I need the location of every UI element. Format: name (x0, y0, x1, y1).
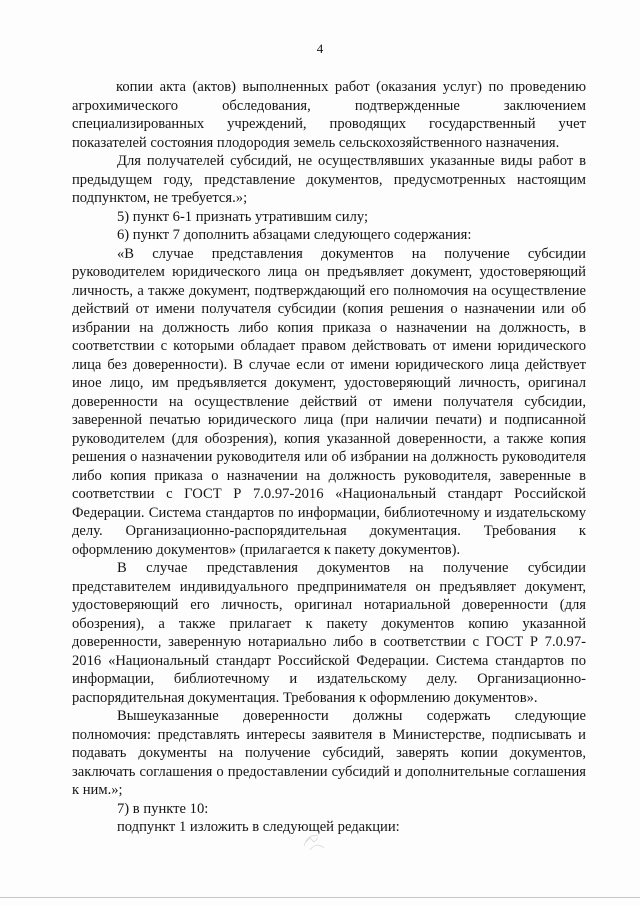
paragraph-item-7: 7) в пункте 10: (117, 800, 209, 817)
paragraph-subitem-1: подпункт 1 изложить в следующей редакции: (117, 819, 400, 835)
paragraph-item-6: 6) пункт 7 дополнить абзацами следующего содержания: (117, 227, 472, 243)
paragraph-legal-entity: «В случае представления документов на получение субсидии руководителем юридического лица он предъявляет документ, удостоверяющий личность, а также документ, подтверждающий его полномочия на осуществление действий от имени получателя субсидии (копия решения о назначении или об избрании на должность либо копия приказа о назначении на должность, в соответствии с которыми обладает правом действовать от имени юридического лица без доверенности). В случае если от имени юридического лица действует иное лицо, им предъявляется документ, удостоверяющий личность, оригинал доверенности на осуществление действий от имени получателя субсидии, заверенной печатью юридического лица (при наличии печати) и подписанной руководителем (для обозрения), копия указанной доверенности, а также копия решения о назначении руководителя или об избрании на должность руководителя либо копия приказа о назначении на должность руководителя, заверенные в соответствии с ГОСТ Р 7.0.97-2016 «Национальный стандарт Российской Федерации. Система стандартов по информации, библиотечному и издательскому делу. Организационно-распорядительная документация. Требования к оформлению документов» (прилагается к пакету документов). (72, 245, 586, 558)
paragraph-item-5: 5) пункт 6-1 признать утратившим силу; (117, 208, 369, 225)
document-body (72, 78, 586, 837)
paragraph-entrepreneur: В случае представления документов на получение субсидии представителем индивидуального предпринимателя он предъявляет документ, удостоверяющий его личность, оригинал нотариальной доверенности (для обозрения), а также прилагает к пакету документов копию указанной доверенности, заверенную нотариально либо в соответствии с ГОСТ Р 7.0.97-2016 «Национальный стандарт Российской Федерации. Система стандартов по информации, библиотечному и издательскому делу. Организационно-распорядительная документация. Требования к оформлению документов». (72, 560, 586, 706)
page-number: 4 (316, 41, 324, 56)
paragraph-powers-of-attorney: Вышеуказанные доверенности должны содержать следующие полномочия: представлять интересы заявителя в Министерстве, подписывать и подавать документы на получение субсидий, заверять копии документов, заключать соглашения о предоставлении субсидий и дополнительные соглашения к ним.»; (72, 708, 586, 798)
bottom-scan-line (0, 897, 640, 898)
faint-stamp-mark (296, 826, 332, 856)
paragraph-act-copies: копии акта (актов) выполненных работ (оказания услуг) по проведению агрохимического обследования, подтвержденные заключением специализированных учреждений, проводящих государственный учет показателей состояния плодородия земель сельскохозяйственного назначения. (72, 79, 586, 151)
paragraph-no-works: Для получателей субсидий, не осуществлявших указанные виды работ в предыдущем году, представление документов, предусмотренных настоящим подпунктом, не требуется.»; (72, 153, 586, 206)
